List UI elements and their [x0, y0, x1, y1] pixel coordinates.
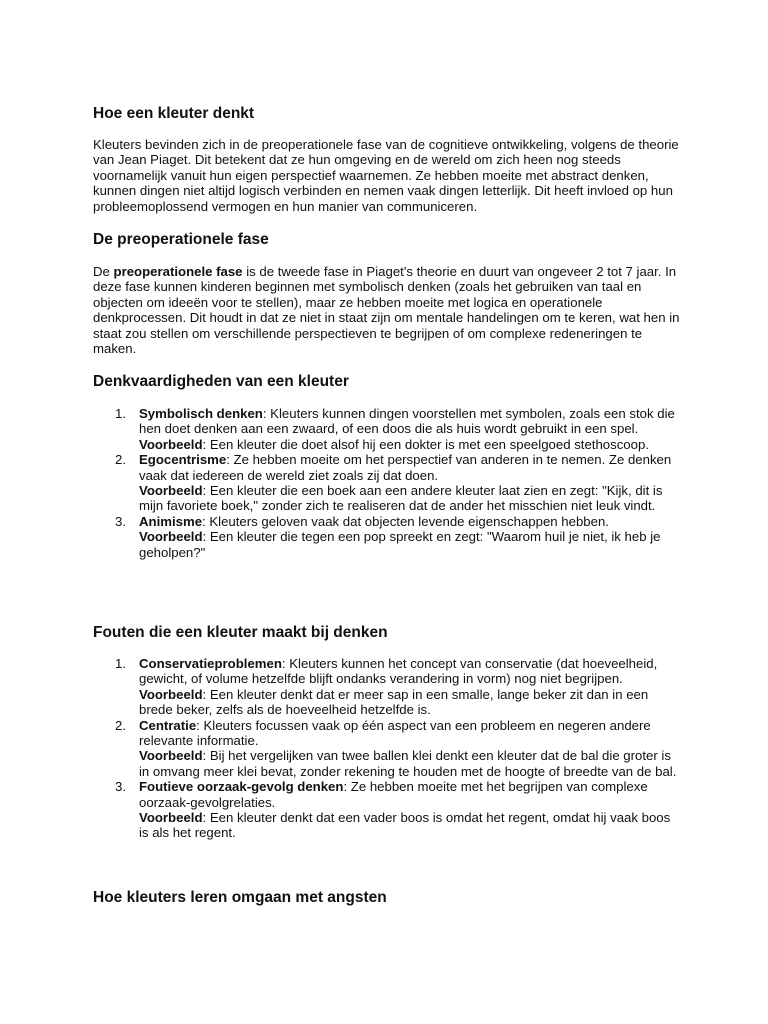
- list-item: 1. Conservatieproblemen: Kleuters kunnen het concept van conservatie (dat hoeveelheid, gewicht, of volume hetzelfde blijft ondanks verandering in vorm) nog niet begrijpen. Voorbeeld: Een kleuter denkt dat er meer sap in een smalle, lange beker zit dan in een brede beker, zelfs als de hoeveelheid hetzelfde is.: [115, 656, 658, 718]
- list-item: 3. Animisme: Kleuters geloven vaak dat objecten levende eigenschappen hebben. Voorbeeld: Een kleuter die tegen een pop spreekt en zegt: "Waarom huil je niet, ik heb je geholpen?": [115, 513, 661, 560]
- list-fouten: [93, 656, 683, 841]
- paragraph-intro: Kleuters bevinden zich in de preoperationele fase van de cognitieve ontwikkeling, volgens de theorie van Jean Piaget. Dit betekent dat ze hun omgeving en de wereld om zich heen nog steeds voornamelijk vanuit hun eigen perspectief waarnemen. Ze hebben moeite met abstract denken, kunnen dingen niet altijd logisch verbinden en nemen vaak dingen letterlijk. Dit heeft invloed op hun probleemoplossend vermogen en hun manier van communiceren.: [93, 137, 679, 214]
- paragraph-preoperationele-fase: De preoperationele fase is de tweede fase in Piaget's theorie en duurt van ongeveer 2 tot 7 jaar. In deze fase kunnen kinderen beginnen met symbolisch denken (zoals het gebruiken van taal en objecten om ideeën voor te stellen), maar ze hebben moeite met logica en operationele denkprocessen. Dit houdt in dat ze niet in staat zijn om mentale handelingen om te keren, wat hen in staat zou stellen om verschillende perspectieven te begrijpen of om complexe redeneringen te maken.: [93, 264, 680, 357]
- heading-fouten: Fouten die een kleuter maakt bij denken: [93, 624, 388, 641]
- list-item: 1. Symbolisch denken: Kleuters kunnen dingen voorstellen met symbolen, zoals een stok die hen doet denken aan een zwaard, of een doos die als huis wordt gebruikt in een spel. Voorbeeld: Een kleuter die doet alsof hij een dokter is met een speelgoed stethoscoop.: [115, 406, 675, 452]
- list-denkvaardigheden: [93, 406, 683, 560]
- list-item: 2. Centratie: Kleuters focussen vaak op één aspect van een probleem en negeren andere relevante informatie. Voorbeeld: Bij het vergelijken van twee ballen klei denkt een kleuter dat de bal die groter is in omvang meer klei bevat, zonder rekening te houden met de hoogte of breedte van de bal.: [115, 717, 677, 779]
- heading-denkvaardigheden: Denkvaardigheden van een kleuter: [93, 373, 349, 390]
- bold-term: preoperationele fase: [113, 264, 243, 279]
- list-item: 3. Foutieve oorzaak-gevolg denken: Ze hebben moeite met het begrijpen van complexe oorzaak-gevolgrelaties. Voorbeeld: Een kleuter denkt dat een vader boos is omdat het regent, omdat hij vaak boos is als het regent.: [115, 779, 671, 841]
- heading-angsten: Hoe kleuters leren omgaan met angsten: [93, 889, 387, 906]
- list-item: 2. Egocentrisme: Ze hebben moeite om het perspectief van anderen in te nemen. Ze denken vaak dat iedereen de wereld ziet zoals zij dat doen. Voorbeeld: Een kleuter die een boek aan een andere kleuter laat zien en zegt: "Kijk, dit is mijn favoriete boek," zonder zich te realiseren dat de ander het misschien niet leuk vindt.: [115, 452, 672, 514]
- heading-preoperationele-fase: De preoperationele fase: [93, 231, 269, 248]
- heading-hoe-een-kleuter-denkt: Hoe een kleuter denkt: [93, 105, 255, 122]
